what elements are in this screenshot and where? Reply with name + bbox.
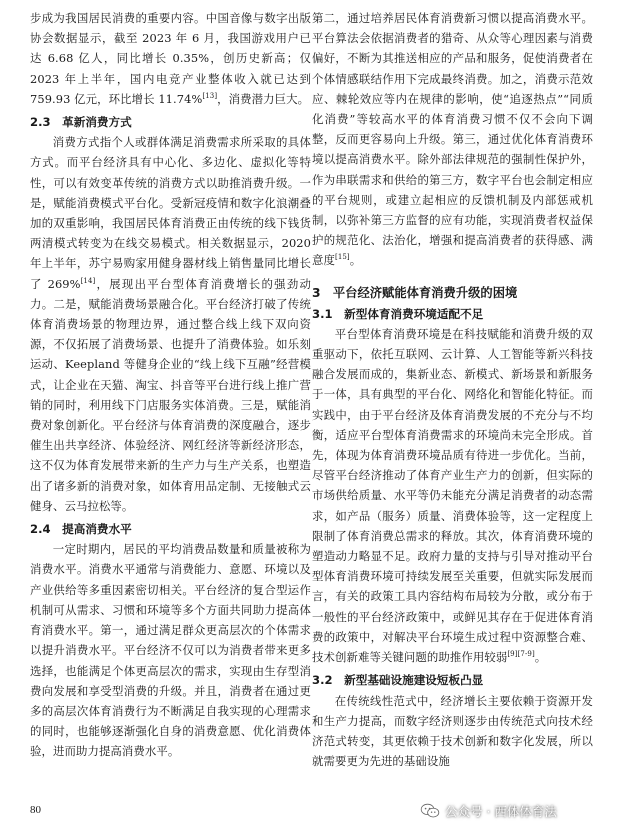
page-number: 80	[30, 804, 41, 816]
paragraph-3-2: 在传统线性范式中，经济增长主要依赖于资源开发和生产力提高，而数字经济则逐步由传统范式向技术经济范式转变，其更依赖于技术创新和数字化发展，所以就需要更为先进的基础设施	[312, 693, 593, 769]
citation: [9][7-9]	[507, 650, 535, 659]
wechat-icon	[420, 803, 440, 819]
watermark	[420, 802, 557, 820]
right-column	[312, 8, 593, 771]
paragraph-intro: 步成为我国居民消费的重要内容。中国音像与数字出版协会数据显示，截至 2023 年 6 月，我国游戏用户已达 6.68 亿人，同比增长 0.35%，创历史新高；仅 2023 年上半年，国内电竞产业整体收入就已达到 759.93 亿元，环比增长 11.74%[13]，消费潜力巨大。	[30, 11, 311, 106]
paragraph-2-4: 一定时期内，居民的平均消费品数量和质量被称为消费水平。消费水平通常与消费能力、意愿、环境以及产业供给等多重因素密切相关。平台经济的复合型运作机制可从需求、习惯和环境等多个方面共同助力提高体育消费水平。第一，通过满足群众更高层次的个体需求以提升消费水平。平台经济不仅可以为消费者带来更多选择，也能满足个体更高层次的需求，实现由生存型消费向发展和享受型消费的升级。并且，消费者在通过更多的高层次体育消费行为不断满足自我实现的心理需求的同时，也能够逐渐强化自身的消费意愿、优化消费体验，进而助力提高消费水平。	[30, 542, 311, 759]
section-heading-3-2: 3.2 新型基础设施建设短板凸显	[312, 673, 484, 688]
citation: [14]	[80, 276, 96, 285]
paragraph-2-3: 消费方式指个人或群体满足消费需求所采取的具体方式。而平台经济具有中心化、多边化、虚拟化等特性，可以有效变革传统的消费方式以助推消费升级。一是，赋能消费模式平台化。受新冠疫情和数字化浪潮叠加的双重影响，我国居民体育消费正由传统的线下钱货两清模式转变为在线交易模式。相关数据显示，2020 年上半年，苏宁易购家用健身器材线上销售量同比增长了 269%[14]，展现出平台型体育消费增长的强劲动力。二是，赋能消费场景融合化。平台经济打破了传统体育消费场景的物理边界，通过整合线上线下双向资源，不仅拓展了消费场景、也提升了消费体验。如乐刻运动、Keepland 等健身企业的“线上线下互融”经营模式，让企业在天猫、淘宝、抖音等平台进行线上推广营销的同时，利用线下门店服务实体消费。三是，赋能消费对象创新化。平台经济与体育消费的深度融合，逐步催生出共享经济、体验经济、网红经济等新经济形态，这不仅为体育发展带来新的生产力与生产关系，也塑造出了诸多新的消费对象，如体育用品定制、无接触式云健身、云马拉松等。	[30, 135, 312, 513]
paragraph-3-1: 平台型体育消费环境是在科技赋能和消费升级的双重驱动下，依托互联网、云计算、人工智能等新兴科技融合发展而成的，集新业态、新模式、新场景和新服务于一体，具有典型的平台化、网络化和智能化特征。而实践中，由于平台经济及体育消费发展的不充分与不均衡，适应平台型体育消费需求的环境尚未完全形成。首先，体现为体育消费环境品质有待进一步优化。当前，尽管平台经济推动了体育产业生产力的创新，但实际的市场供给质量、水平等仍未能充分满足消费者的动态需求，如产品（服务）质量、消费体验等，这一定程度上限制了体育消费总需求的释放。其次，体育消费环境的塑造动力略显不足。政府力量的支持与引导对推动平台型体育消费环境可持续发展至关重要，但就实际发展而言，有关的政策工具内容结构布局较为分散，或分布于一般性的平台经济政策中，或鲜见其存在于促进体育消费的政策中，对解决平台环境生成过程中资源整合难、技术创新难等关键问题的助推作用较弱[9][7-9]。	[312, 326, 593, 665]
left-column	[30, 8, 311, 762]
section-heading-2-3: 2.3 革新消费方式	[30, 115, 132, 130]
section-heading-3: 3 平台经济赋能体育消费升级的困境	[312, 285, 518, 300]
citation: [15]	[334, 253, 350, 262]
section-heading-2-4: 2.4 提高消费水平	[30, 522, 132, 537]
paragraph-continued: 第二，通过培养居民体育消费新习惯以提高消费水平。平台算法会依据消费者的猎奇、从众等心理因素与消费偏好，不断为其推送相应的产品和服务，促使消费者在个体情感联结作用下完成最终消费。加之，消费示范效应、棘轮效应等内在规律的影响，使“追逐热点”“同质化消费”等较高水平的体育消费习惯不仅不会向下调整，反而更容易向上升级。第三，通过优化体育消费环境以提高消费水平。除外部法律规范的强制性保护外，作为串联需求和供给的第三方，数字平台也会制定相应的平台规则，或建立起相应的反馈机制及内部惩戒机制，以弥补第三方监督的应有功能，实现消费者权益保护的规范化、法治化，增强和提高消费者的获得感、满意度[15]。	[312, 11, 593, 268]
section-heading-3-1: 3.1 新型体育消费环境适配不足	[312, 306, 484, 321]
citation: [13]	[202, 92, 218, 101]
watermark-text: 公众号 · 西体体育法	[445, 804, 557, 819]
